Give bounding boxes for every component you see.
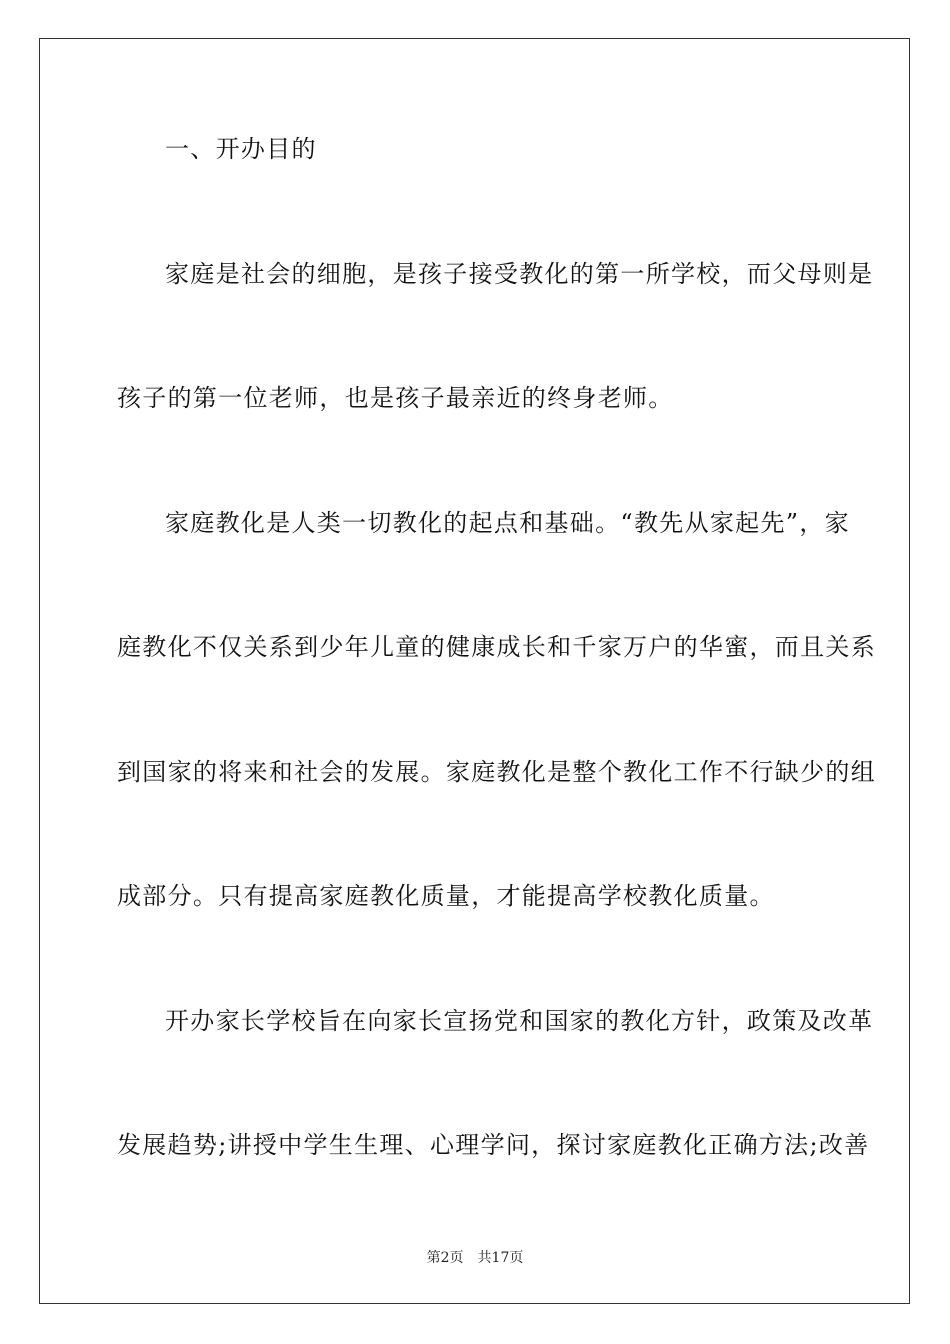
body-line: 家庭教化是人类一切教化的起点和基础。“教先从家起先”，家 (165, 509, 850, 537)
body-line: 家庭是社会的细胞，是孩子接受教化的第一所学校，而父母则是 (165, 260, 874, 288)
body-line: 发展趋势;讲授中学生生理、心理学问，探讨家庭教化正确方法;改善 (117, 1131, 870, 1159)
section-heading: 一、开办目的 (165, 135, 317, 163)
body-line: 开办家长学校旨在向家长宣扬党和国家的教化方针，政策及改革 (165, 1007, 874, 1035)
page-number: 第2页 (426, 1250, 464, 1266)
body-line: 庭教化不仅关系到少年儿童的健康成长和千家万户的华蜜，而且关系 (117, 633, 876, 661)
body-line: 成部分。只有提高家庭教化质量，才能提高学校教化质量。 (117, 882, 775, 910)
page-border (39, 38, 910, 1304)
body-line: 孩子的第一位老师，也是孩子最亲近的终身老师。 (117, 384, 674, 412)
page-footer (0, 1248, 950, 1268)
body-line: 到国家的将来和社会的发展。家庭教化是整个教化工作不行缺少的组 (117, 758, 876, 786)
page-total: 共17页 (477, 1250, 524, 1266)
